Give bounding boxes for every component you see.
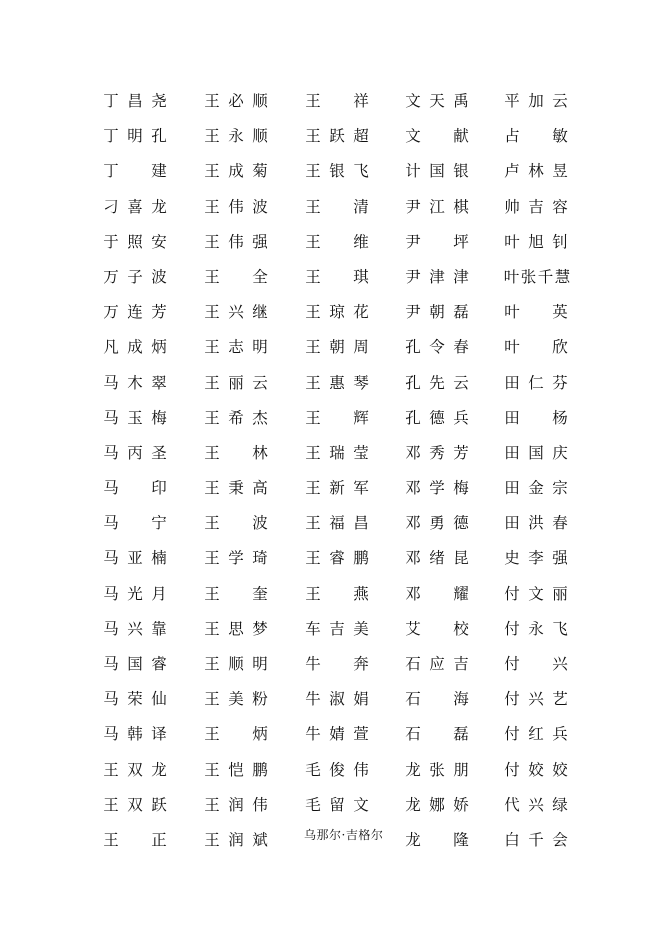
name-entry: 凡 成 炳: [103, 338, 167, 357]
name-entry: 付 文 丽: [504, 584, 568, 603]
name-entry: 叶 欣: [504, 338, 568, 357]
name-entry: 田 金 宗: [504, 479, 568, 498]
name-entry: 邓 绪 昆: [405, 549, 469, 568]
name-entry: 付 姣 姣: [504, 760, 568, 779]
name-entry: 王 希 杰: [204, 408, 268, 427]
name-entry: 马 荣 仙: [103, 690, 167, 709]
name-entry: 丁 昌 尧: [103, 92, 167, 110]
name-entry: 王 永 顺: [204, 127, 268, 146]
name-entry: 尹 江 棋: [405, 197, 469, 216]
name-entry: 王 学 琦: [204, 549, 268, 568]
name-entry: 计 国 银: [405, 162, 469, 181]
name-entry: 史 李 强: [504, 549, 568, 568]
name-entry: 牛 奔: [305, 655, 369, 673]
name-entry: 卢 林 昱: [504, 162, 568, 181]
name-entry: 王 维: [305, 232, 369, 251]
name-entry: 艾 校: [405, 619, 469, 638]
name-entry: 乌那尔·吉格尔: [304, 827, 384, 842]
name-entry: 万 连 芳: [103, 303, 167, 322]
name-entry: 田 洪 春: [504, 514, 568, 533]
name-entry: 龙 张 朋: [405, 760, 469, 779]
name-entry: 孔 令 春: [405, 338, 469, 357]
name-entry: 石 海: [405, 690, 469, 709]
name-entry: 王 双 龙: [103, 760, 167, 779]
name-entry: 石 应 吉: [405, 655, 469, 673]
name-entry: 王 清: [305, 197, 369, 216]
name-entry: 牛 淑 娟: [305, 690, 369, 709]
name-entry: 邓 耀: [405, 584, 469, 603]
name-entry: 王 奎: [204, 584, 268, 603]
name-entry: 占 敏: [504, 127, 568, 146]
name-entry: 龙 娜 娇: [405, 795, 469, 814]
name-entry: 孔 德 兵: [405, 408, 469, 427]
name-entry: 万 子 波: [103, 267, 167, 286]
name-entry: 马 宁: [103, 514, 167, 533]
name-entry: 马 丙 圣: [103, 443, 167, 462]
name-entry: 王 惠 琴: [305, 373, 369, 392]
name-entry: 王 志 明: [204, 338, 268, 357]
name-entry: 王 正: [103, 830, 167, 849]
name-entry: 邓 秀 芳: [405, 443, 469, 462]
name-entry: 田 仁 芬: [504, 373, 568, 392]
name-entry: 叶 英: [504, 303, 568, 322]
name-entry: 丁 明 孔: [103, 127, 167, 146]
name-entry: 王 燕: [305, 584, 369, 603]
name-entry: 田 国 庆: [504, 443, 568, 462]
name-entry: 王 朝 周: [305, 338, 369, 357]
name-entry: 付 红 兵: [504, 725, 568, 744]
name-entry: 王 福 昌: [305, 514, 369, 533]
name-entry: 马 玉 梅: [103, 408, 167, 427]
name-entry: 马 韩 译: [103, 725, 167, 744]
name-entry: 白 千 会: [504, 830, 568, 849]
name-entry: 马 兴 靠: [103, 619, 167, 638]
name-entry: 代 兴 绿: [504, 795, 568, 814]
name-entry: 王 琪: [305, 267, 369, 286]
name-entry: 王 伟 波: [204, 197, 268, 216]
name-entry: 王 必 顺: [204, 92, 268, 110]
name-entry: 文 天 禹: [405, 92, 469, 110]
name-entry: 王 跃 超: [305, 127, 369, 146]
name-entry: 平 加 云: [504, 92, 568, 110]
name-entry: 王 顺 明: [204, 655, 268, 673]
name-entry: 王 成 菊: [204, 162, 268, 181]
name-entry: 付 兴 艺: [504, 690, 568, 709]
name-entry: 王 琼 花: [305, 303, 369, 322]
name-entry: 马 亚 楠: [103, 549, 167, 568]
name-entry: 尹 朝 磊: [405, 303, 469, 322]
name-entry: 王 丽 云: [204, 373, 268, 392]
name-entry: 尹 坪: [405, 232, 469, 251]
name-entry: 王 兴 继: [204, 303, 268, 322]
name-entry: 王 波: [204, 514, 268, 533]
name-entry: 王 辉: [305, 408, 369, 427]
name-entry: 王 全: [204, 267, 268, 286]
name-entry: 王 瑞 莹: [305, 443, 369, 462]
name-entry: 尹 津 津: [405, 267, 469, 286]
name-entry: 王 双 跃: [103, 795, 167, 814]
name-entry: 车 吉 美: [305, 619, 369, 638]
name-entry: 丁 建: [103, 162, 167, 181]
name-entry: 毛 俊 伟: [305, 760, 369, 779]
name-entry: 马 木 翠: [103, 373, 167, 392]
name-entry: 王 恺 鹏: [204, 760, 268, 779]
name-entry: 王 润 斌: [204, 830, 268, 849]
name-entry: 马 光 月: [103, 584, 167, 603]
name-entry: 石 磊: [405, 725, 469, 744]
name-entry: 邓 勇 德: [405, 514, 469, 533]
name-entry: 龙 隆: [405, 830, 469, 849]
name-entry: 马 印: [103, 479, 167, 498]
name-entry: 文 献: [405, 127, 469, 146]
name-entry: 牛 婧 萱: [305, 725, 369, 744]
name-entry: 田 杨: [504, 408, 568, 427]
name-entry: 于 照 安: [103, 232, 167, 251]
name-entry: 付 兴: [504, 655, 568, 673]
name-entry: 王 睿 鹏: [305, 549, 369, 568]
name-entry: 孔 先 云: [405, 373, 469, 392]
name-entry: 王 祥: [305, 92, 369, 110]
name-entry: 叶 张 千 慧: [503, 267, 571, 286]
name-entry: 王 润 伟: [204, 795, 268, 814]
name-entry: 叶 旭 钊: [504, 232, 568, 251]
name-entry: 马 国 睿: [103, 655, 167, 673]
name-entry: 王 银 飞: [305, 162, 369, 181]
name-entry: 邓 学 梅: [405, 479, 469, 498]
name-entry: 王 伟 强: [204, 232, 268, 251]
name-entry: 王 美 粉: [204, 690, 268, 709]
name-entry: 毛 留 文: [305, 795, 369, 814]
name-entry: 王 思 梦: [204, 619, 268, 638]
name-entry: 王 炳: [204, 725, 268, 744]
name-entry: 王 新 军: [305, 479, 369, 498]
name-entry: 王 秉 高: [204, 479, 268, 498]
name-entry: 帅 吉 容: [504, 197, 568, 216]
name-entry: 王 林: [204, 443, 268, 462]
name-entry: 付 永 飞: [504, 619, 568, 638]
name-entry: 刁 喜 龙: [103, 197, 167, 216]
